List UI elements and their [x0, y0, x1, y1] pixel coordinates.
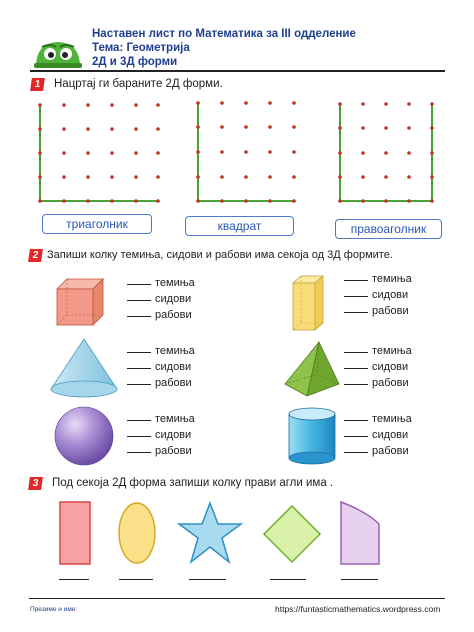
- cylinder-edges-line: [344, 445, 409, 457]
- word-faces: сидови: [372, 289, 409, 301]
- answer-blank[interactable]: [344, 436, 368, 437]
- answer-blank[interactable]: [344, 296, 368, 297]
- grid-dot[interactable]: [292, 125, 296, 129]
- word-edges: рабови: [155, 445, 192, 457]
- word-vertices: темиња: [155, 413, 195, 425]
- grid-dot[interactable]: [62, 175, 66, 179]
- grid-dot[interactable]: [338, 126, 342, 130]
- grid-dot[interactable]: [361, 151, 365, 155]
- grid-dot[interactable]: [156, 175, 160, 179]
- grid-dot[interactable]: [268, 199, 272, 203]
- grid-dot[interactable]: [156, 103, 160, 107]
- grid-dot[interactable]: [86, 103, 90, 107]
- header-topic: Тема: Геометрија: [92, 42, 190, 54]
- prism-faces-line: [344, 289, 408, 301]
- grid-dot[interactable]: [156, 199, 160, 203]
- footer-name-label: Презиме и име:: [30, 606, 78, 613]
- word-vertices: темиња: [372, 345, 412, 357]
- section-3-title: Под секоја 2Д форма запиши колку прави агли има .: [52, 477, 334, 489]
- grid-dot[interactable]: [384, 151, 388, 155]
- grid-dot[interactable]: [430, 175, 434, 179]
- grid-dot[interactable]: [38, 199, 42, 203]
- grid-dot[interactable]: [134, 151, 138, 155]
- sphere-vertices-line: [127, 413, 195, 425]
- grid-dot[interactable]: [62, 199, 66, 203]
- shape-rectangle: [56, 500, 96, 566]
- grid-dot[interactable]: [134, 103, 138, 107]
- grid-dot[interactable]: [338, 151, 342, 155]
- grid-dot[interactable]: [430, 199, 434, 203]
- grid-dot[interactable]: [110, 151, 114, 155]
- rectangle-grid[interactable]: [338, 102, 434, 203]
- triangle-grid[interactable]: [38, 103, 160, 203]
- grid-dot[interactable]: [196, 199, 200, 203]
- sphere-faces-line: [127, 429, 191, 441]
- grid-dot[interactable]: [38, 175, 42, 179]
- grid-dot[interactable]: [268, 101, 272, 105]
- grid-dot[interactable]: [220, 175, 224, 179]
- grid-dot[interactable]: [384, 126, 388, 130]
- grid-dot[interactable]: [134, 175, 138, 179]
- answer-blank[interactable]: [127, 316, 151, 317]
- shape-trapezoid: [337, 498, 383, 568]
- label-square: квадрат: [185, 216, 294, 236]
- cube-edges-line: [127, 309, 192, 321]
- answer-line-rectangle[interactable]: [59, 579, 89, 580]
- answer-blank[interactable]: [344, 280, 368, 281]
- grid-dot[interactable]: [38, 103, 42, 107]
- grid-dot[interactable]: [361, 199, 365, 203]
- answer-line-rhombus[interactable]: [270, 579, 306, 580]
- word-edges: рабови: [155, 309, 192, 321]
- word-vertices: темиња: [372, 273, 412, 285]
- grid-dot[interactable]: [110, 175, 114, 179]
- grid-dot[interactable]: [338, 199, 342, 203]
- answer-blank[interactable]: [127, 436, 151, 437]
- grid-dot[interactable]: [244, 125, 248, 129]
- prism-shape: [289, 273, 329, 333]
- grid-dot[interactable]: [134, 199, 138, 203]
- grid-dot[interactable]: [86, 151, 90, 155]
- shape-rhombus: [261, 503, 323, 565]
- grid-dot[interactable]: [220, 125, 224, 129]
- grid-dot[interactable]: [196, 150, 200, 154]
- word-faces: сидови: [372, 429, 409, 441]
- grid-dot[interactable]: [110, 199, 114, 203]
- word-edges: рабови: [372, 445, 409, 457]
- cube-vertices-line: [127, 277, 195, 289]
- pyramid-edges-line: [344, 377, 409, 389]
- grid-dot[interactable]: [220, 101, 224, 105]
- cone-edges-line: [127, 377, 192, 389]
- grid-dot[interactable]: [268, 125, 272, 129]
- dot-grids: [0, 0, 474, 240]
- section-2-title: Запиши колку темиња, сидови и рабови има секоја од 3Д формите.: [47, 249, 393, 261]
- cone-shape: [47, 337, 121, 399]
- label-rectangle: правоаголник: [335, 219, 442, 239]
- answer-blank[interactable]: [344, 384, 368, 385]
- section-1-marker: 1: [30, 78, 45, 91]
- grid-dot[interactable]: [384, 102, 388, 106]
- grid-dot[interactable]: [292, 175, 296, 179]
- grid-dot[interactable]: [338, 175, 342, 179]
- word-faces: сидови: [155, 293, 192, 305]
- footer-url: https://funtasticmathematics.wordpress.com: [275, 604, 441, 614]
- grid-dot[interactable]: [407, 151, 411, 155]
- header-title: Наставен лист по Математика за III одделение: [92, 28, 356, 40]
- section-3-marker: 3: [28, 477, 43, 490]
- answer-blank[interactable]: [127, 452, 151, 453]
- cone-vertices-line: [127, 345, 195, 357]
- grid-dot[interactable]: [430, 126, 434, 130]
- shape-star: [177, 500, 243, 566]
- grid-dot[interactable]: [430, 151, 434, 155]
- section-2-marker: 2: [28, 249, 43, 262]
- grid-dot[interactable]: [196, 101, 200, 105]
- prism-vertices-line: [344, 273, 412, 285]
- grid-dot[interactable]: [62, 103, 66, 107]
- word-edges: рабови: [155, 377, 192, 389]
- answer-blank[interactable]: [127, 284, 151, 285]
- grid-dot[interactable]: [220, 199, 224, 203]
- pyramid-shape: [281, 340, 343, 400]
- label-triangle: триаголник: [42, 214, 152, 234]
- sphere-edges-line: [127, 445, 192, 457]
- grid-dot[interactable]: [156, 151, 160, 155]
- answer-line-trapezoid[interactable]: [341, 579, 378, 580]
- grid-dot[interactable]: [407, 199, 411, 203]
- grid-dot[interactable]: [38, 127, 42, 131]
- grid-dot[interactable]: [86, 199, 90, 203]
- pyramid-faces-line: [344, 361, 408, 373]
- grid-dot[interactable]: [361, 102, 365, 106]
- grid-dot[interactable]: [244, 101, 248, 105]
- answer-line-star[interactable]: [189, 579, 226, 580]
- grid-dot[interactable]: [244, 199, 248, 203]
- answer-blank[interactable]: [127, 300, 151, 301]
- answer-blank[interactable]: [127, 420, 151, 421]
- grid-dot[interactable]: [384, 175, 388, 179]
- word-faces: сидови: [155, 361, 192, 373]
- grid-dot[interactable]: [156, 127, 160, 131]
- cube-faces-line: [127, 293, 191, 305]
- header-subtopic: 2Д и 3Д форми: [92, 56, 178, 68]
- grid-dot[interactable]: [292, 199, 296, 203]
- word-vertices: темиња: [155, 345, 195, 357]
- grid-dot[interactable]: [361, 175, 365, 179]
- cube-shape: [53, 275, 107, 327]
- prism-edges-line: [344, 305, 409, 317]
- word-vertices: темиња: [372, 413, 412, 425]
- section-1-title: Нацртај ги бараните 2Д форми.: [54, 78, 223, 90]
- grid-dot[interactable]: [292, 150, 296, 154]
- pyramid-vertices-line: [344, 345, 412, 357]
- cylinder-faces-line: [344, 429, 408, 441]
- answer-blank[interactable]: [127, 368, 151, 369]
- grid-dot[interactable]: [110, 127, 114, 131]
- grid-dot[interactable]: [110, 103, 114, 107]
- answer-blank[interactable]: [344, 352, 368, 353]
- grid-dot[interactable]: [430, 102, 434, 106]
- grid-dot[interactable]: [244, 175, 248, 179]
- word-vertices: темиња: [155, 277, 195, 289]
- grid-dot[interactable]: [220, 150, 224, 154]
- grid-dot[interactable]: [268, 175, 272, 179]
- answer-blank[interactable]: [344, 312, 368, 313]
- grid-dot[interactable]: [62, 151, 66, 155]
- word-faces: сидови: [372, 361, 409, 373]
- grid-dot[interactable]: [134, 127, 138, 131]
- answer-line-oval[interactable]: [119, 579, 153, 580]
- grid-dot[interactable]: [407, 126, 411, 130]
- grid-dot[interactable]: [338, 102, 342, 106]
- answer-blank[interactable]: [344, 420, 368, 421]
- grid-dot[interactable]: [86, 127, 90, 131]
- cylinder-shape: [286, 406, 338, 466]
- grid-dot[interactable]: [384, 199, 388, 203]
- answer-blank[interactable]: [127, 352, 151, 353]
- grid-dot[interactable]: [196, 175, 200, 179]
- grid-dot[interactable]: [407, 175, 411, 179]
- shape-oval: [116, 501, 158, 565]
- grid-dot[interactable]: [86, 175, 90, 179]
- cylinder-vertices-line: [344, 413, 412, 425]
- grid-dot[interactable]: [38, 151, 42, 155]
- grid-dot[interactable]: [407, 102, 411, 106]
- grid-dot[interactable]: [268, 150, 272, 154]
- grid-dot[interactable]: [292, 101, 296, 105]
- square-grid[interactable]: [196, 101, 296, 203]
- word-edges: рабови: [372, 305, 409, 317]
- grid-dot[interactable]: [361, 126, 365, 130]
- sphere-shape: [51, 405, 117, 467]
- cone-faces-line: [127, 361, 191, 373]
- grid-dot[interactable]: [244, 150, 248, 154]
- word-faces: сидови: [155, 429, 192, 441]
- grid-dot[interactable]: [62, 127, 66, 131]
- grid-dot[interactable]: [196, 125, 200, 129]
- footer-divider: [29, 598, 445, 599]
- answer-blank[interactable]: [127, 384, 151, 385]
- answer-blank[interactable]: [344, 368, 368, 369]
- word-edges: рабови: [372, 377, 409, 389]
- answer-blank[interactable]: [344, 452, 368, 453]
